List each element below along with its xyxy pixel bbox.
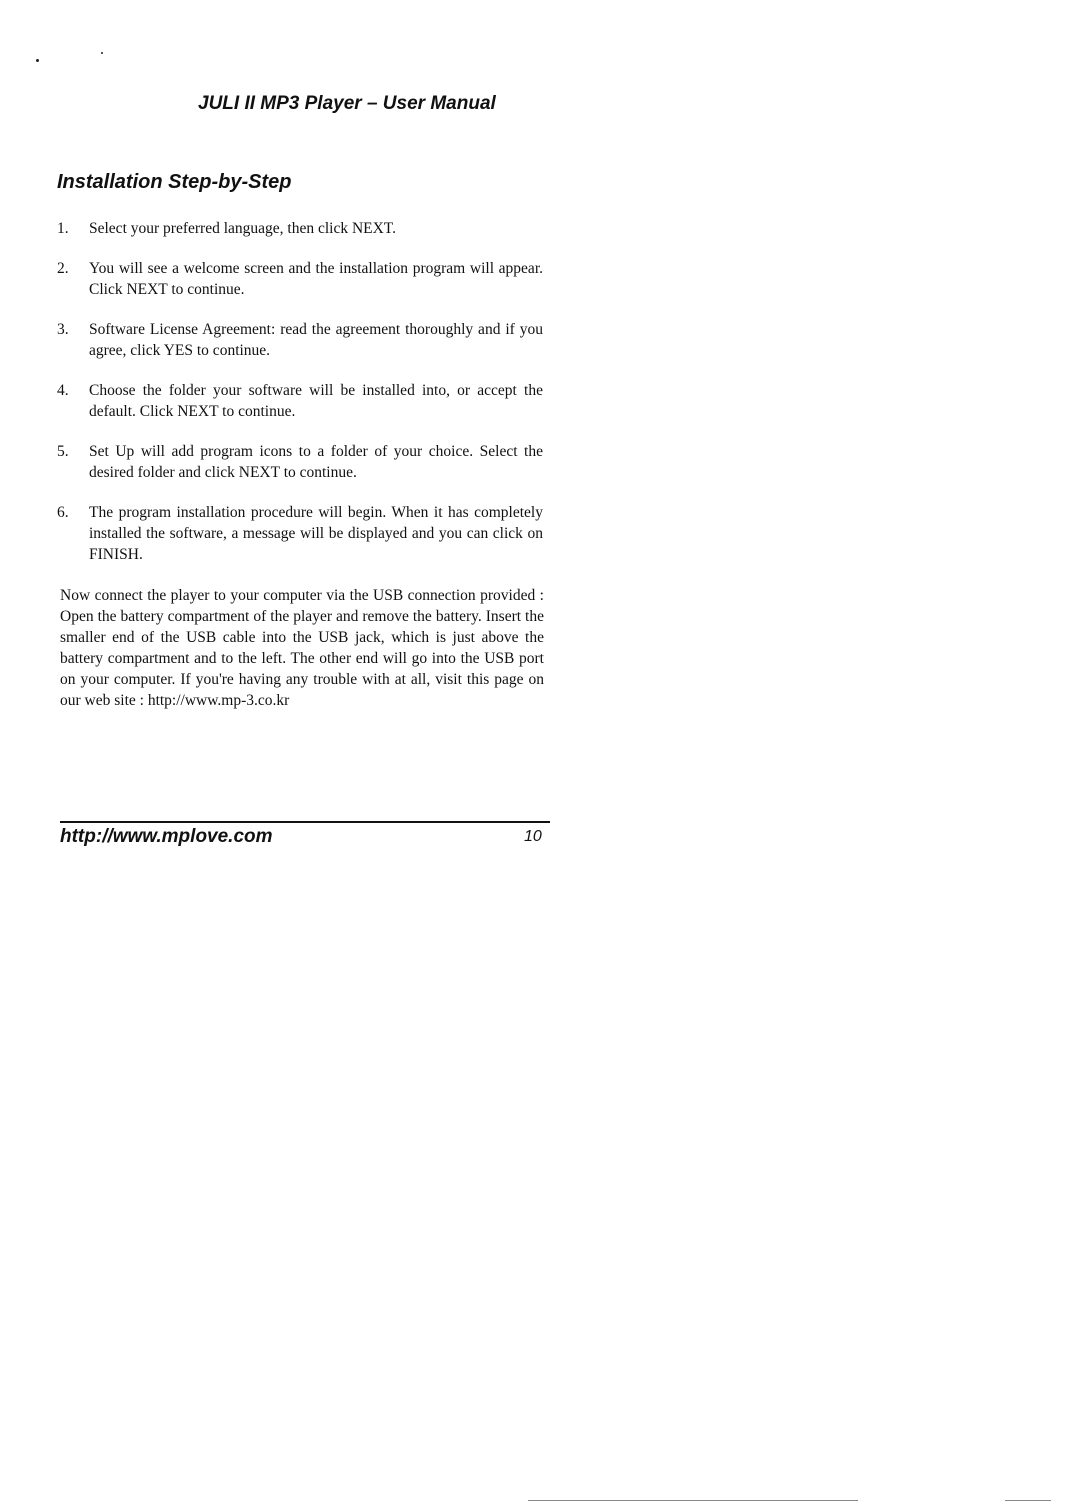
installation-steps-list [57,218,543,584]
step-text: You will see a welcome screen and the installation program will appear. Click NEXT to continue. [89,260,543,298]
step-text: Choose the folder your software will be installed into, or accept the default. Click NEXT to continue. [89,382,543,420]
footer-url: http://www.mplove.com [60,826,273,847]
step-number: 2. [57,260,69,277]
header-title: JULI II MP3 Player – User Manual [198,93,496,114]
usb-connection-paragraph: Now connect the player to your computer via the USB connection provided : Open the battery compartment of the player and remove the battery. Insert the smaller end of the USB cable into the USB jack, which is just above the battery compartment and to the left. The other end will go into the USB port on your computer. If you're having any trouble with at all, visit this page on our web site : http://www.mp-3.co.kr [60,587,544,709]
list-item [57,502,543,565]
step-text: The program installation procedure will begin. When it has completely installed the software, a message will be displayed and you can click on FINISH. [89,504,543,563]
section-title: Installation Step-by-Step [57,171,292,193]
list-item [57,218,543,239]
footer-divider [60,821,550,823]
scan-edge-line [528,1500,858,1501]
step-number: 5. [57,443,69,460]
scan-speck [101,52,103,54]
step-number: 1. [57,220,69,237]
scan-edge-line [1005,1500,1051,1501]
list-item [57,441,543,483]
list-item [57,319,543,361]
step-text: Select your preferred language, then click NEXT. [89,220,396,237]
list-item [57,380,543,422]
scan-speck [36,59,39,62]
step-text: Software License Agreement: read the agreement thoroughly and if you agree, click YES to continue. [89,321,543,359]
step-number: 4. [57,382,69,399]
step-number: 6. [57,504,69,521]
page-number: 10 [524,828,542,845]
step-number: 3. [57,321,69,338]
step-text: Set Up will add program icons to a folder of your choice. Select the desired folder and click NEXT to continue. [89,443,543,481]
list-item [57,258,543,300]
